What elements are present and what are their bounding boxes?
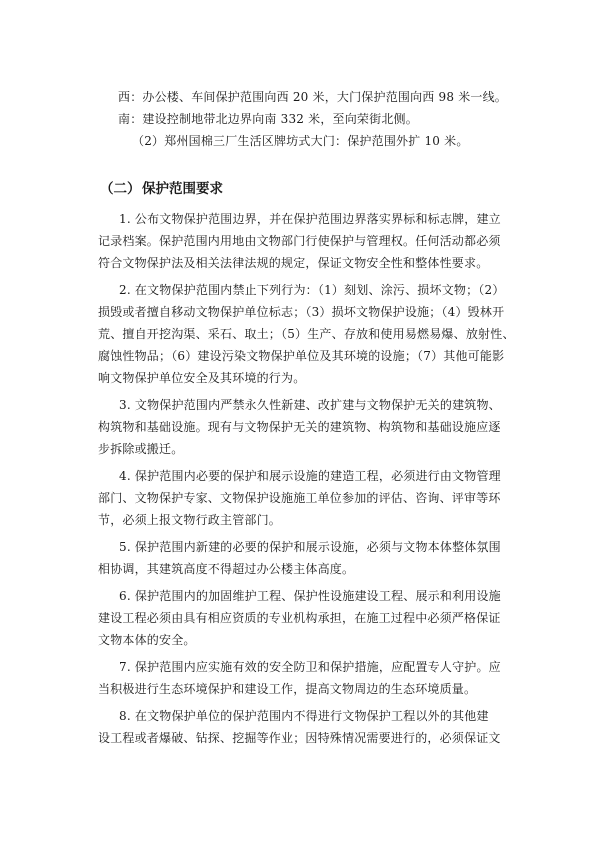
text-line-south: 南：建设控制地带北边界向南 332 米，至向荣街北侧。 — [118, 112, 418, 126]
paragraph-line: 荒、擅自开挖沟渠、采石、取土；（5）生产、存放和使用易燃易爆、放射性、 — [98, 327, 515, 341]
text-line-gate: （2）郑州国棉三厂生活区牌坊式大门：保护范围外扩 10 米。 — [132, 134, 469, 148]
paragraph-line: 部门、文物保护专家、文物保护设施施工单位参加的评估、咨询、评审等环 — [98, 491, 501, 505]
requirement-item-1 — [98, 208, 514, 274]
paragraph-line: 腐蚀性物品；（6）建设污染文物保护单位及其环境的设施；（7）其他可能影 — [98, 349, 505, 363]
section-title: 保护范围要求 — [142, 181, 223, 197]
requirement-item-2 — [98, 279, 514, 389]
paragraph-line: 4. 保护范围内必要的保护和展示设施的建造工程，必须进行由文物管理 — [119, 469, 501, 483]
paragraph-line: 相协调，其建筑高度不得超过办公楼主体高度。 — [98, 562, 355, 576]
requirement-item-5 — [98, 536, 514, 580]
paragraph-line: 设工程或者爆破、钻探、挖掘等作业；因特殊情况需要进行的，必须保证文 — [98, 731, 501, 745]
paragraph-line: 当积极进行生态环境保护和建设工作，提高文物周边的生态环境质量。 — [98, 682, 477, 696]
requirement-item-6 — [98, 585, 514, 651]
paragraph-line: 符合文物保护法及相关法律法规的规定，保证文物安全性和整体性要求。 — [98, 256, 489, 270]
paragraph-line: 建设工程必须由具有相应资质的专业机构承担，在施工过程中必须严格保证 — [98, 611, 501, 625]
section-number: （二） — [100, 181, 141, 197]
section-heading — [100, 178, 514, 200]
paragraph-line: 3. 文物保护范围内严禁永久性新建、改扩建与文物保护无关的建筑物、 — [119, 398, 501, 412]
paragraph-line: 构筑物和基础设施。现有与文物保护无关的建筑物、构筑物和基础设施应逐 — [98, 420, 501, 434]
paragraph-line: 步拆除或搬迁。 — [98, 442, 184, 456]
paragraph-line: 响文物保护单位安全及其环境的行为。 — [98, 371, 306, 385]
paragraph-line: 6. 保护范围内的加固维护工程、保护性设施建设工程、展示和利用设施 — [119, 589, 501, 603]
paragraph-line: 5. 保护范围内新建的必要的保护和展示设施，必须与文物本体整体氛围 — [119, 540, 501, 554]
requirement-item-7 — [98, 656, 514, 700]
requirement-item-3 — [98, 394, 514, 460]
paragraph-line: 记录档案。保护范围内用地由文物部门行使保护与管理权。任何活动都必须 — [98, 234, 501, 248]
paragraph-line: 7. 保护范围内应实施有效的安全防卫和保护措施，应配置专人守护。应 — [119, 660, 501, 674]
requirement-item-8 — [98, 705, 514, 749]
paragraph-line: 1. 公布文物保护范围边界，并在保护范围边界落实界标和标志牌，建立 — [119, 212, 501, 226]
paragraph-line: 2. 在文物保护范围内禁止下列行为：（1）刻划、涂污、损坏文物；（2） — [119, 283, 505, 297]
paragraph-line: 8. 在文物保护单位的保护范围内不得进行文物保护工程以外的其他建 — [119, 709, 489, 723]
requirement-list — [98, 208, 514, 749]
text-line-west: 西：办公楼、车间保护范围向西 20 米，大门保护范围向西 98 米一线。 — [118, 90, 507, 104]
requirement-item-4 — [98, 465, 514, 531]
paragraph-line: 文物本体的安全。 — [98, 633, 196, 647]
paragraph-line: 损毁或者擅自移动文物保护单位标志；（3）损坏文物保护设施；（4）毁林开 — [98, 305, 505, 319]
paragraph-line: 节，必须上报文物行政主管部门。 — [98, 513, 282, 527]
